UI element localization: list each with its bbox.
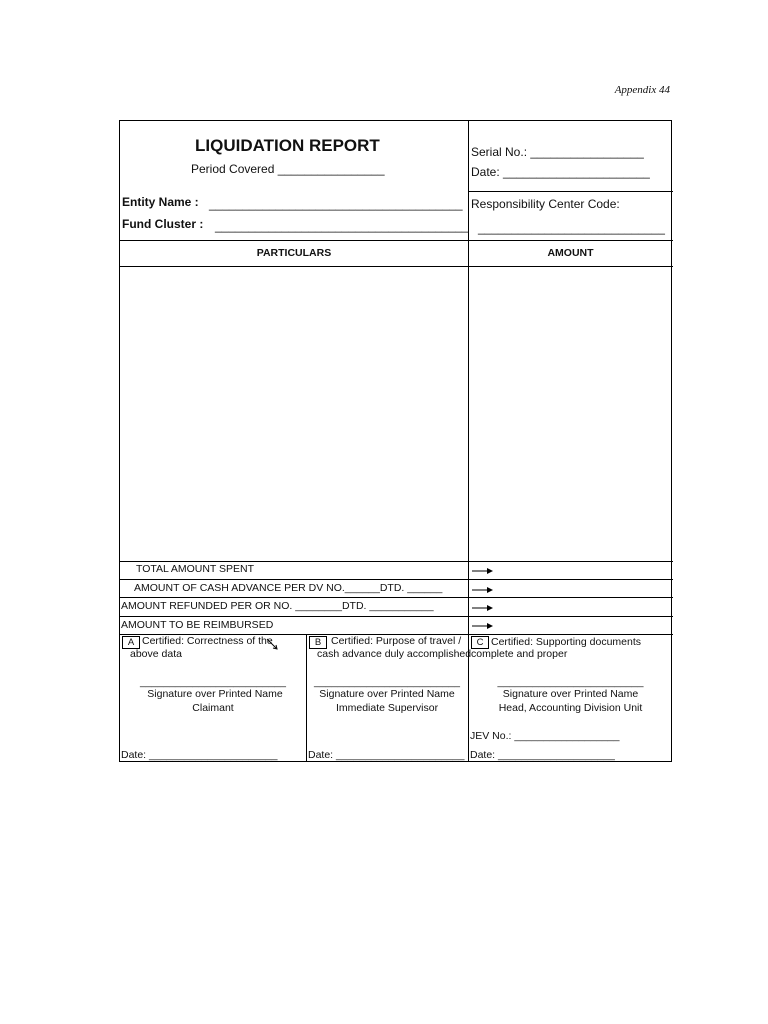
- report-title: LIQUIDATION REPORT: [195, 136, 380, 155]
- arrow-right-icon: [472, 622, 494, 630]
- appendix-label: Appendix 44: [614, 84, 670, 96]
- rc-code-field[interactable]: ____________________________: [478, 221, 665, 235]
- cert-c-text-1: Certified: Supporting documents: [491, 636, 641, 648]
- cert-c-letter-box: C: [471, 636, 489, 649]
- jev-no-field[interactable]: JEV No.: __________________: [470, 730, 620, 742]
- entity-name-label: Entity Name :: [122, 195, 199, 209]
- summary-top-line: [120, 561, 673, 562]
- total-amount-spent-row: TOTAL AMOUNT SPENT: [136, 563, 255, 575]
- arrow-right-icon: [472, 586, 494, 594]
- amount-header: AMOUNT: [547, 247, 594, 259]
- fund-cluster-label: Fund Cluster :: [122, 217, 204, 231]
- cert-c-role: Head, Accounting Division Unit: [498, 702, 643, 714]
- cert-a-role: Claimant: [192, 702, 234, 714]
- cert-c-signature-label: Signature over Printed Name: [502, 688, 639, 700]
- liquidation-report-form: [119, 120, 672, 762]
- amount-refunded-row: AMOUNT REFUNDED PER OR NO. ________DTD. ___________: [121, 600, 434, 612]
- header-bottom-line: [120, 240, 673, 241]
- cert-b-signature-line[interactable]: _________________________: [314, 676, 460, 688]
- particulars-header: PARTICULARS: [256, 247, 332, 259]
- cert-b-text-2: cash advance duly accomplished: [317, 648, 472, 660]
- column-header-bottom-line: [120, 266, 673, 267]
- period-covered: Period Covered ________________: [191, 162, 385, 176]
- cert-a-text-1: Certified: Correctness of the: [142, 635, 273, 647]
- summary-line-4: [120, 616, 673, 617]
- cert-b-role: Immediate Supervisor: [335, 702, 439, 714]
- header-date-field[interactable]: Date: ______________________: [471, 165, 650, 179]
- arrow-right-icon: [472, 604, 494, 612]
- cert-a-signature-line[interactable]: _________________________: [140, 676, 286, 688]
- cert-a-text-2: above data: [130, 648, 182, 660]
- cert-a-date-field[interactable]: Date: ______________________: [121, 749, 278, 761]
- cert-c-signature-line[interactable]: _________________________: [497, 676, 644, 688]
- cert-c-text-2: complete and proper: [471, 648, 568, 660]
- fund-cluster-field[interactable]: ______________________________________: [215, 219, 469, 233]
- column-divider: [468, 121, 469, 634]
- cert-a-letter-box: A: [122, 636, 140, 649]
- cert-a-checkmark-icon: [266, 638, 280, 650]
- cash-advance-row: AMOUNT OF CASH ADVANCE PER DV NO.______DTD. ______: [134, 582, 443, 594]
- cert-b-date-field[interactable]: Date: ______________________: [308, 749, 465, 761]
- summary-line-3: [120, 597, 673, 598]
- header-right-divider: [468, 191, 673, 192]
- summary-line-2: [120, 579, 673, 580]
- cert-b-text-1: Certified: Purpose of travel /: [331, 635, 462, 647]
- cert-b-letter-box: B: [309, 636, 327, 649]
- rc-code-label: Responsibility Center Code:: [471, 197, 620, 211]
- entity-name-field[interactable]: ______________________________________: [209, 197, 463, 211]
- cert-b-signature-label: Signature over Printed Name: [319, 688, 455, 700]
- arrow-right-icon: [472, 567, 494, 575]
- cert-a-signature-label: Signature over Printed Name: [147, 688, 283, 700]
- amount-reimbursed-row: AMOUNT TO BE REIMBURSED: [121, 619, 274, 631]
- cert-c-date-field[interactable]: Date: ____________________: [470, 749, 615, 761]
- serial-no-field[interactable]: Serial No.: _________________: [471, 145, 644, 159]
